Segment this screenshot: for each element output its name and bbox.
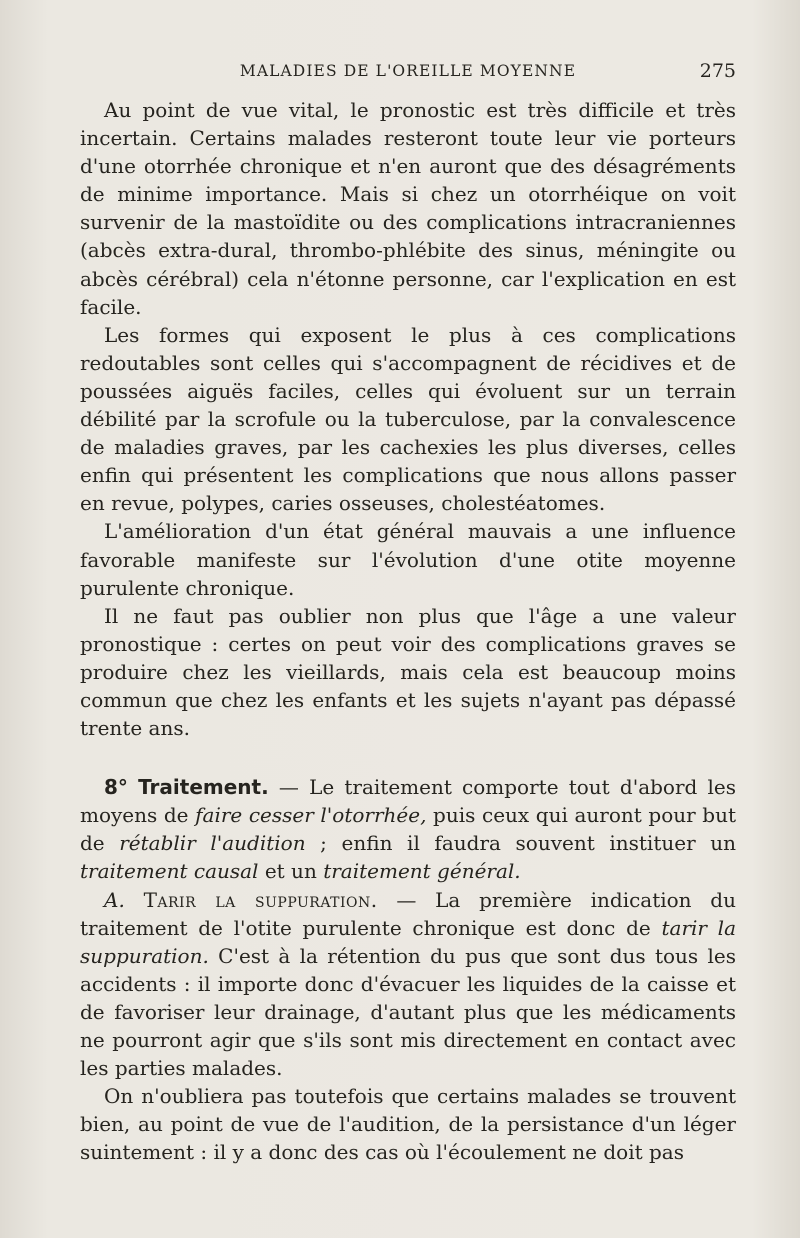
subsection-text-1: — La première indication du traitement de l'otite purulente chronique est donc de xyxy=(80,887,736,940)
section-text-2: puis ceux qui auront pour but de xyxy=(80,803,736,856)
section-italic-3: traitement causal xyxy=(80,859,259,884)
section-text-4: et un xyxy=(258,859,324,884)
paragraph-last: On n'oubliera pas toutefois que certains malades se trouvent bien, au point de vue de l'audition, de la persistance d'un léger suintement : il y a donc des cas où l'écoulement ne doit pas xyxy=(80,1084,736,1165)
section-italic-4: traitement général. xyxy=(323,859,521,884)
running-title: MALADIES DE L'OREILLE MOYENNE xyxy=(239,62,577,80)
section-text-1: — Le traitement comporte tout d'abord les moyens de xyxy=(80,775,736,828)
page-number: 275 xyxy=(699,60,736,82)
paragraph-age: Il ne faut pas oublier non plus que l'âge a une valeur pronostique : certes on peut voir des complications graves se produire chez les vieillards, mais cela est beaucoup moins commun que chez les enfants et les sujets n'ayant pas dépassé trente ans. xyxy=(80,603,736,741)
paragraph-complications: Les formes qui exposent le plus à ces complications redoutables sont celles qui s'accompagnent de récidives et de poussées aiguës faciles, celles qui évoluent sur un terrain débilité par la scrofule ou la tuberculose, par la convalescence de maladies graves, par les cachexies les plus diverses, celles enfin qui présentent les complications que nous allons passer en revue, polypes, caries osseuses, cholestéatomes. xyxy=(80,322,736,516)
body-text xyxy=(80,96,736,1166)
paragraph-general-state: L'amélioration d'un état général mauvais a une influence favorable manifeste sur l'évolution d'une otite moyenne purulente chronique. xyxy=(80,519,736,600)
subsection-text-2: C'est à la rétention du pus que sont dus tous les accidents : il importe donc d'évacuer les liquides de la caisse et de favoriser leur drainage, d'autant plus que les médicaments ne pourront agir que s'ils sont mis directement en contact avec les parties malades. xyxy=(80,943,736,1081)
running-head xyxy=(80,58,736,86)
subsection-a xyxy=(80,886,736,1083)
section-italic-2: rétablir l'audition xyxy=(119,831,306,856)
section-title: Traitement. xyxy=(138,775,269,800)
section-number: 8° xyxy=(104,775,128,800)
subsection-heading: Tarir la suppuration. xyxy=(143,887,378,912)
subsection-italic-1: tarir la suppuration. xyxy=(80,915,737,968)
section-text-3: ; enfin il faudra souvent instituer un xyxy=(305,831,736,856)
paragraph-vital-prognosis: Au point de vue vital, le pronostic est très difficile et très incertain. Certains malades resteront toute leur vie porteurs d'une otorrhée chronique et n'en auront que des désagréments de minime importance. Mais si chez un otorrhéique on voit survenir de la mastoïdite ou des complications intracraniennes (abcès extra-dural, thrombo-phlébite des sinus, méningite ou abcès cérébral) cela n'étonne personne, car l'explication en est facile. xyxy=(80,98,736,319)
subsection-letter: A. xyxy=(104,887,125,912)
section-treatment xyxy=(80,773,736,885)
section-italic-1: faire cesser l'otorrhée, xyxy=(195,803,427,828)
